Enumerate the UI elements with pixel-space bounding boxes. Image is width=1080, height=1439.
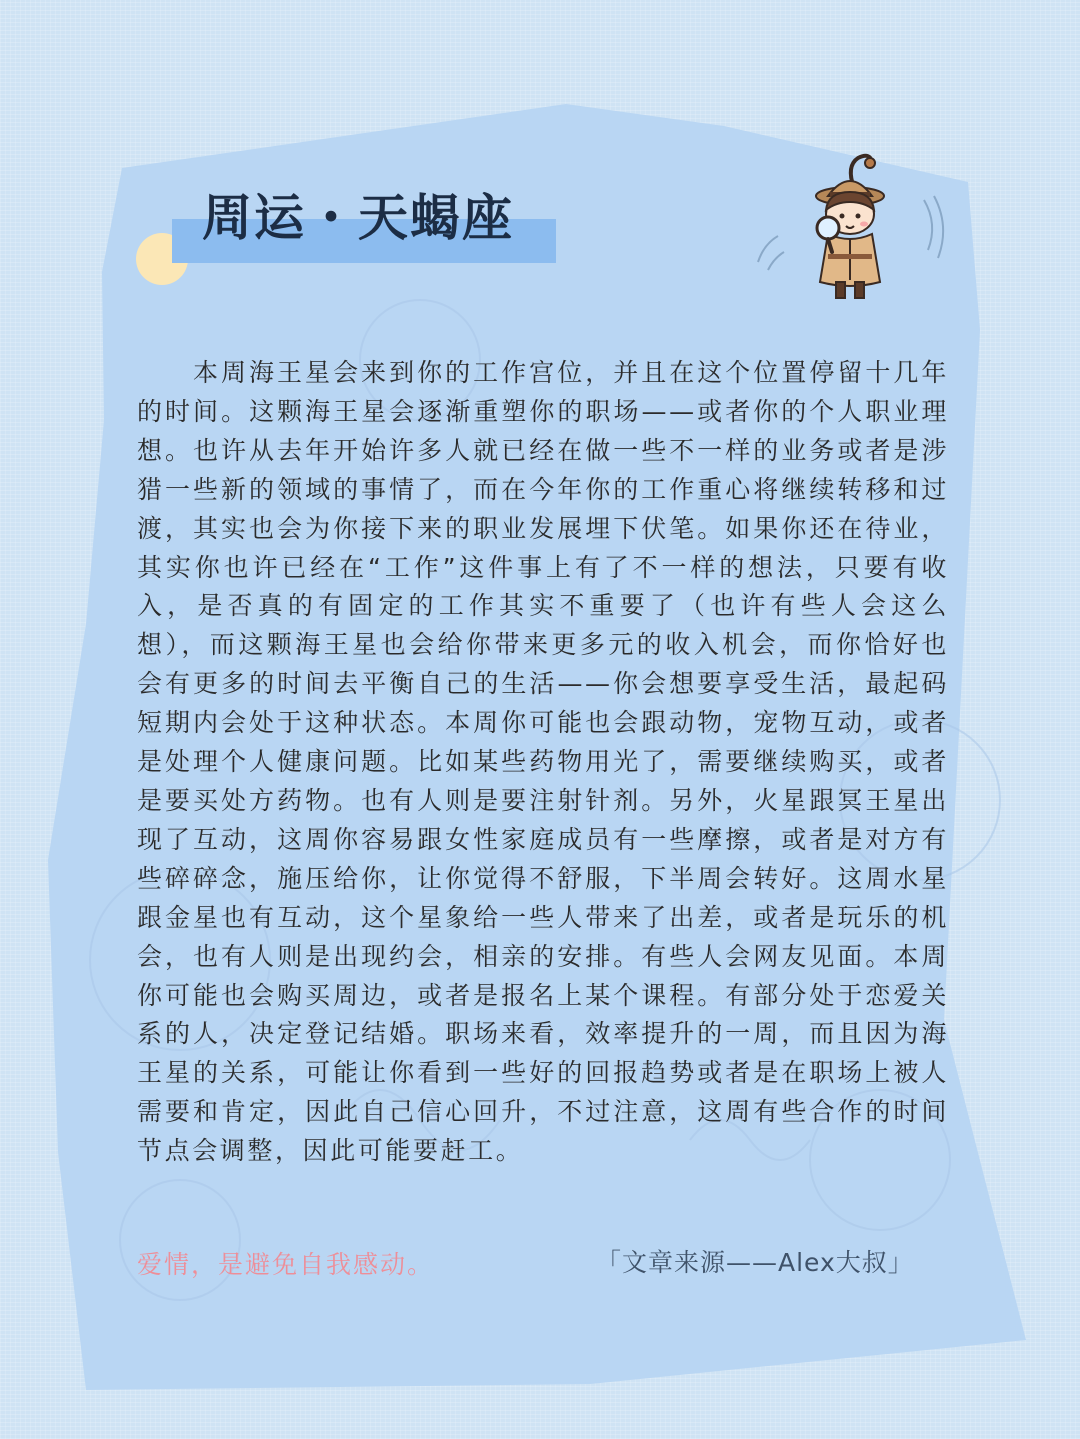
page-title: 周运・天蝎座 (202, 189, 514, 247)
article-source: 「文章来源——Alex大叔」 (596, 1248, 914, 1277)
detective-scorpion-mascot-icon (748, 152, 948, 308)
article-body: 本周海王星会来到你的工作宫位，并且在这个位置停留十几年的时间。这颗海王星会逐渐重塑你的职场——或者你的个人职业理想。也许从去年开始许多人就已经在做一些不一样的业务或者是涉猎一些新的领域的事情了，而在今年你的工作重心将继续转移和过渡，其实也会为你接下来的职业发展埋下伏笔。如果你还在待业，其实你也许已经在“工作”这件事上有了不一样的想法，只要有收入，是否真的有固定的工作其实不重要了（也许有些人会这么想），而这颗海王星也会给你带来更多元的收入机会，而你恰好也会有更多的时间去平衡自己的生活——你会想要享受生活，最起码短期内会处于这种状态。本周你可能也会跟动物，宠物互动，或者是处理个人健康问题。比如某些药物用光了，需要继续购买，或者是要买处方药物。也有人则是要注射针剂。另外，火星跟冥王星出现了互动，这周你容易跟女性家庭成员有一些摩擦，或者是对方有些碎碎念，施压给你，让你觉得不舒服，下半周会转好。这周水星跟金星也有互动，这个星象给一些人带来了出差，或者是玩乐的机会，也有人则是出现约会，相亲的安排。有些人会网友见面。本周你可能也会购买周边，或者是报名上某个课程。有部分处于恋爱关系的人，决定登记结婚。职场来看，效率提升的一周，而且因为海王星的关系，可能让你看到一些好的回报趋势或者是在职场上被人需要和肯定，因此自己信心回升，不过注意，这周有些合作的时间节点会调整，因此可能要赶工。 (137, 358, 949, 1166)
love-note: 爱情，是避免自我感动。 (137, 1250, 435, 1279)
